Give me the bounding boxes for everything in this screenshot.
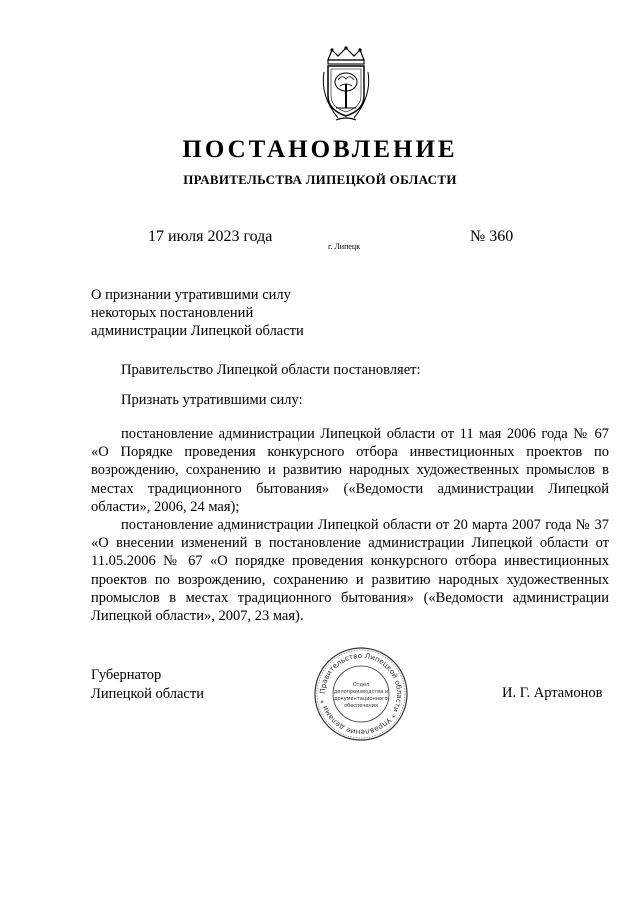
document-number: № 360 bbox=[470, 228, 514, 245]
subject-line: администрации Липецкой области bbox=[91, 323, 304, 339]
stamp-inner-line: Отдел bbox=[352, 682, 370, 688]
document-body bbox=[91, 425, 609, 625]
lipetsk-coat-of-arms-icon bbox=[316, 46, 376, 124]
stamp-inner-line: документационного bbox=[334, 696, 388, 702]
resolution-action: Признать утратившими силу: bbox=[121, 392, 303, 408]
document-date: 17 июля 2023 года bbox=[148, 228, 273, 245]
resolution-intro: Правительство Липецкой области постановляет: bbox=[121, 362, 421, 378]
document-subject bbox=[91, 286, 351, 340]
document-title: ПОСТАНОВЛЕНИЕ bbox=[182, 136, 458, 163]
subject-line: некоторых постановлений bbox=[91, 305, 254, 321]
signatory-position-line: Липецкой области bbox=[91, 686, 204, 702]
subject-line: О признании утратившими силу bbox=[91, 287, 291, 303]
document-city: г. Липецк bbox=[328, 242, 361, 251]
stamp-inner-line: обеспечения bbox=[344, 703, 378, 709]
official-seal-icon bbox=[313, 646, 409, 742]
body-paragraph: постановление администрации Липецкой области от 20 марта 2007 года № 37 «О внесении изменений в постановление администрации Липецкой области от 11.05.2006 № 67 «О порядке проведения конкурсного отбора инвестиционных проектов по возрождению, сохранению и развитию народных художественных промыслов в местах традиционного бытования» («Ведомости администрации Липецкой области», 2007, 23 мая). bbox=[91, 517, 609, 625]
signatory-position bbox=[91, 666, 204, 704]
stamp-inner-line: делопроизводства и bbox=[333, 689, 389, 695]
document-subtitle: ПРАВИТЕЛЬСТВА ЛИПЕЦКОЙ ОБЛАСТИ bbox=[183, 172, 457, 187]
signatory-position-line: Губернатор bbox=[91, 667, 162, 683]
body-paragraph: постановление администрации Липецкой области от 11 мая 2006 года № 67 «О Порядке проведения конкурсного отбора инвестиционных проектов по возрождению, сохранению и развитию народных художественных промыслов в местах традиционного бытования» («Ведомости администрации Липецкой области», 2006, 24 мая); bbox=[91, 426, 609, 515]
signatory-name: И. Г. Артамонов bbox=[502, 685, 603, 701]
stamp-outer-text: Правительство Липецкой области * Управление делами * bbox=[317, 650, 405, 738]
